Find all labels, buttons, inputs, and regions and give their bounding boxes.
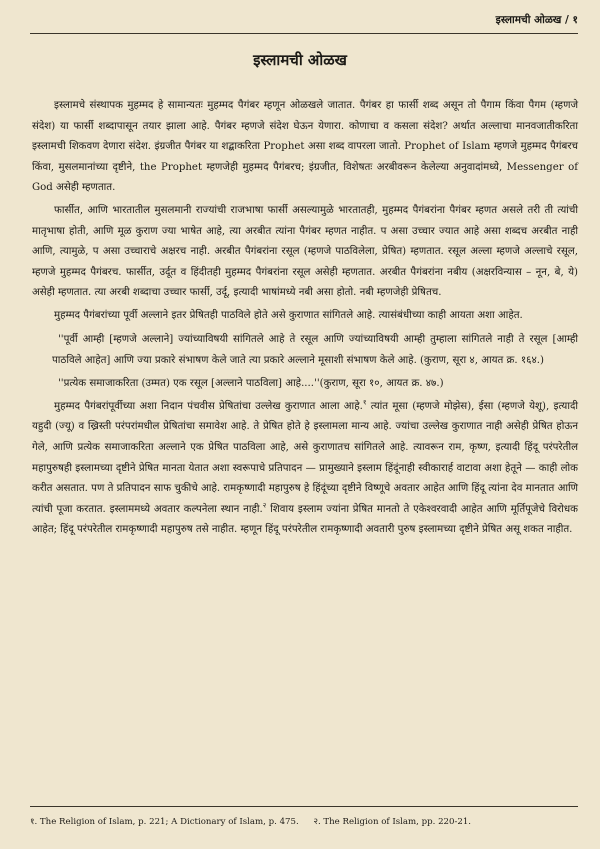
quote-2: ''प्रत्येक समाजाकरिता (उम्मत) एक रसूल [अल्लाने पाठविला] आहे....''(कुराण, सूरा १०, आयत क्र. ४७.) bbox=[58, 378, 444, 390]
footnote-marker-1: १ bbox=[362, 398, 367, 407]
running-head: इस्लामची ओळख / १ bbox=[495, 14, 578, 26]
footnote-2: २. The Religion of Islam, pp. 220-21. bbox=[313, 817, 472, 827]
paragraph-4 bbox=[32, 397, 578, 541]
footnote-marker-2: २ bbox=[262, 501, 267, 510]
footnote-1: १. The Religion of Islam, p. 221; A Dictionary of Islam, p. 475. bbox=[30, 817, 299, 827]
paragraph-4-part1: मुहम्मद पैगंबरांपूर्वीच्या अशा निदान पंचवीस प्रेषितांचा उल्लेख कुराणात आला आहे. bbox=[54, 400, 363, 412]
header-rule bbox=[30, 33, 578, 34]
page-title: इस्लामची ओळख bbox=[253, 51, 347, 69]
quote-1: ''पूर्वी आम्ही [म्हणजे अल्लाने] ज्यांच्याविषयी सांगितले आहे ते रसूल आणि ज्यांच्याविषयी आम्ही तुम्हाला सांगितले नाही ते रसूल [आम्ही पाठविले आहेत] आणि ज्या प्रकारे संभाषण केले जाते त्या प्रकारे अल्लाने मूसाशी संभाषण केले आहे. (कुराण, सूरा ४, आयत क्र. १६४.) bbox=[52, 333, 578, 366]
body-text bbox=[32, 96, 578, 543]
paragraph-4-part2: त्यांत मूसा (म्हणजे मोझेस), ईसा (म्हणजे येशू), इत्यादी यहुदी (ज्यू) व ख्रिस्ती परंपरांमधील प्रेषितांचा समावेश आहे. ते प्रेषित होते हे इस्लामला मान्य आहे. ज्यांचा उल्लेख कुराणात नाही असेही प्रेषित होऊन गेले, आणि प्रत्येक समाजाकरिता अल्लाने एक प्रेषित पाठविला आहे, असे कुराणातच सांगितले आहे. त्यावरून राम, कृष्ण, इत्यादी हिंदू परंपरेतील महापुरुषही इस्लामच्या दृष्टीने प्रेषित मानता येतात अशा स्वरूपाचे प्रतिपादन — प्रामुख्याने इस्लाम हिंदूंनाही स्वीकारार्ह वाटावा अशा हेतूने — काही लोक करीत असतात. पण ते प्रतिपादन साफ चुकीचे आहे. रामकृष्णादी महापुरुष हे हिंदूंच्या दृष्टीने विष्णूचे अवतार आहेत आणि हिंदू त्यांना देव मानतात आणि त्यांची पूजा करतात. इस्लाममध्ये अवतार कल्पनेला स्थान नाही. bbox=[32, 400, 579, 515]
paragraph-4-part3: शिवाय इस्लाम ज्यांना प्रेषित मानतो ते एकेश्वरवादी आहेत आणि मूर्तिपूजेचे विरोधक आहेत; हिंदू परंपरेतील रामकृष्णादी महापुरुष तसे नाहीत. म्हणून हिंदू परंपरेतील रामकृष्णादी अवतारी पुरुष इस्लामच्या दृष्टीने प्रेषित असू शकत नाहीत. bbox=[32, 503, 579, 536]
footnote-rule bbox=[30, 806, 578, 807]
footnotes bbox=[30, 815, 578, 827]
paragraph-1: इस्लामचे संस्थापक मुहम्मद हे सामान्यतः मुहम्मद पैगंबर म्हणून ओळखले जातात. पैगंबर हा फार्सी शब्द असून तो पैगाम किंवा पैगम (म्हणजे संदेश) या फार्सी शब्दापासून तयार झाला आहे. पैगंबर म्हणजे संदेश घेऊन येणारा. कोणाचा व कसला संदेश? अर्थात अल्लाचा मानवजातीकरिता इस्लामची शिकवण देणारा संदेश. इंग्रजीत पैगंबर या शद्बाकरिता Prophet असा शब्द वापरला जातो. Prophet of Islam म्हणजे मुहम्मद पैगंबरच किंवा, मुसलमानांच्या दृष्टीने, the Prophet म्हणजेही मुहम्मद पैगंबरच; इंग्रजीत, विशेषतः अरबीवरून केलेल्या अनुवादांमध्ये, Messenger of God असेही म्हणतात. bbox=[32, 100, 578, 194]
paragraph-2: फार्सीत, आणि भारतातील मुसलमानी राज्यांची राजभाषा फार्सी असल्यामुळे भारतातही, मुहम्मद पैगंबरांना पैगंबर म्हणत असले तरी ती त्यांची मातृभाषा होती, आणि मूळ कुराण ज्या भाषेत आहे, त्या अरबीत त्यांना पैगंबर म्हणत नाहीत. प असा उच्चार ज्यात आहे असा शब्दच अरबीत नाही आणि, त्यामुळे, प असा उच्चाराचे अक्षरच नाही. अरबीत पैगंबरांना रसूल (म्हणजे पाठविलेला, प्रेषित) म्हणतात. रसूल अल्ला म्हणजे अल्लाचे रसूल, म्हणजे मुहम्मद पैगंबरच. फार्सीत, उर्दूत व हिंदीतही मुहम्मद पैगंबरांना रसूल असेही म्हणतात. अरबीत पैगंबरांना नबीय (अक्षरविन्यास – नून, बे, ये) असेही म्हणतात. त्या अरबी शब्दाचा उच्चार फार्सी, उर्दू, इत्यादी भाषांमध्ये नबी असा होतो. नबी म्हणजेही प्रेषितच. bbox=[32, 204, 578, 299]
paragraph-3: मुहम्मद पैगंबरांच्या पूर्वी अल्लाने इतर प्रेषितही पाठविले होते असे कुराणात सांगितले आहे. त्यासंबंधीच्या काही आयता अशा आहेत. bbox=[54, 309, 523, 321]
